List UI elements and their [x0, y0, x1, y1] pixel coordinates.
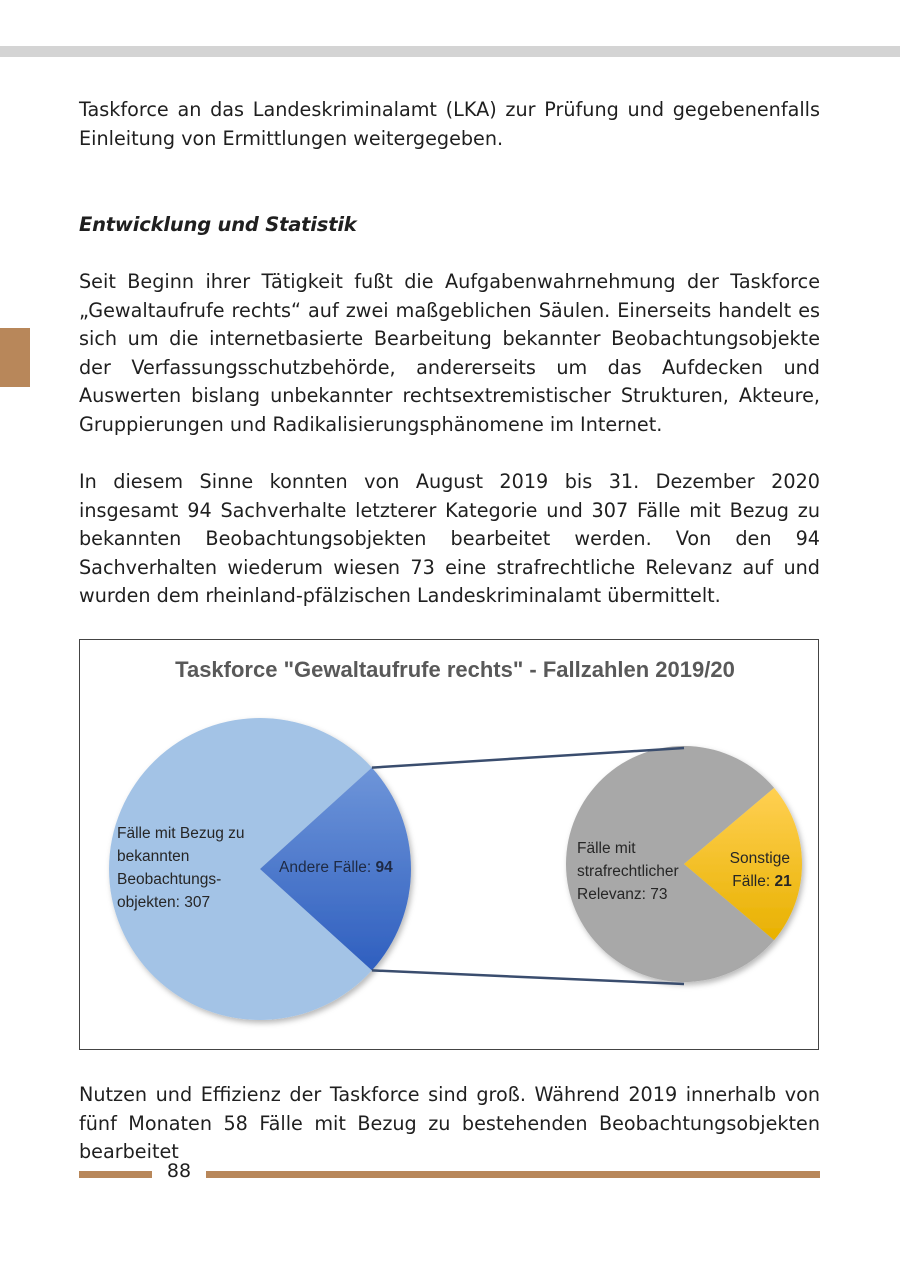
pie-chart-figure: [79, 639, 819, 1050]
paragraph-statistics: In diesem Sinne konnten von August 2019 bis 31. Dezember 2020 insgesamt 94 Sachverhalte letzterer Kategorie und 307 Fälle mit Bezug zu bekannten Beobachtungsobjekten bearbeitet werden. Von den 94 Sachverhalten wiederum wiesen 73 eine strafrechtliche Relevanz auf und wurden dem rheinland-pfälzischen Landeskriminalamt übermittelt.: [79, 470, 820, 608]
connector-line-bottom: [372, 970, 684, 984]
section-heading: Entwicklung und Statistik: [79, 213, 357, 236]
slice-label-other-cases-sub: Sonstige Fälle: 21: [729, 850, 792, 890]
footer-rule-right: [206, 1171, 820, 1178]
paragraph-efficiency: Nutzen und Effizienz der Taskforce sind groß. Während 2019 innerhalb von fünf Monaten 58 Fälle mit Bezug zu bestehenden Beobachtungsobjekten bearbeitet: [79, 1083, 820, 1164]
chapter-tab-marker: [0, 328, 30, 387]
paragraph-intro: Taskforce an das Landeskriminalamt (LKA) zur Prüfung und gegebenenfalls Einleitung von Ermittlungen weitergegeben.: [79, 98, 820, 150]
page-number: 88: [166, 1160, 192, 1182]
chart-title: Taskforce "Gewaltaufrufe rechts" - Fallzahlen 2019/20: [175, 657, 735, 682]
slice-label-other-cases: Andere Fälle: 94: [279, 859, 393, 876]
footer-rule-left: [79, 1171, 152, 1178]
slice-label-known-objects: Fälle mit Bezug zu bekannten Beobachtungs- objekten: 307: [117, 825, 245, 911]
top-rule: [0, 46, 900, 57]
paragraph-pillars: Seit Beginn ihrer Tätigkeit fußt die Aufgabenwahrnehmung der Taskforce „Gewaltaufrufe rechts“ auf zwei maßgeblichen Säulen. Einerseits handelt es sich um die internetbasierte Bearbeitung bekannter Beobachtungsobjekte der Verfassungsschutzbehörde, andererseits um das Aufdecken und Auswerten bislang unbekannter rechtsextremistischer Strukturen, Akteure, Gruppierungen und Radikalisierungsphänomene im Internet.: [79, 270, 820, 436]
slice-label-criminal-relevance: Fälle mit strafrechtlicher Relevanz: 73: [577, 840, 679, 903]
pie-chart-svg: [80, 640, 820, 1051]
